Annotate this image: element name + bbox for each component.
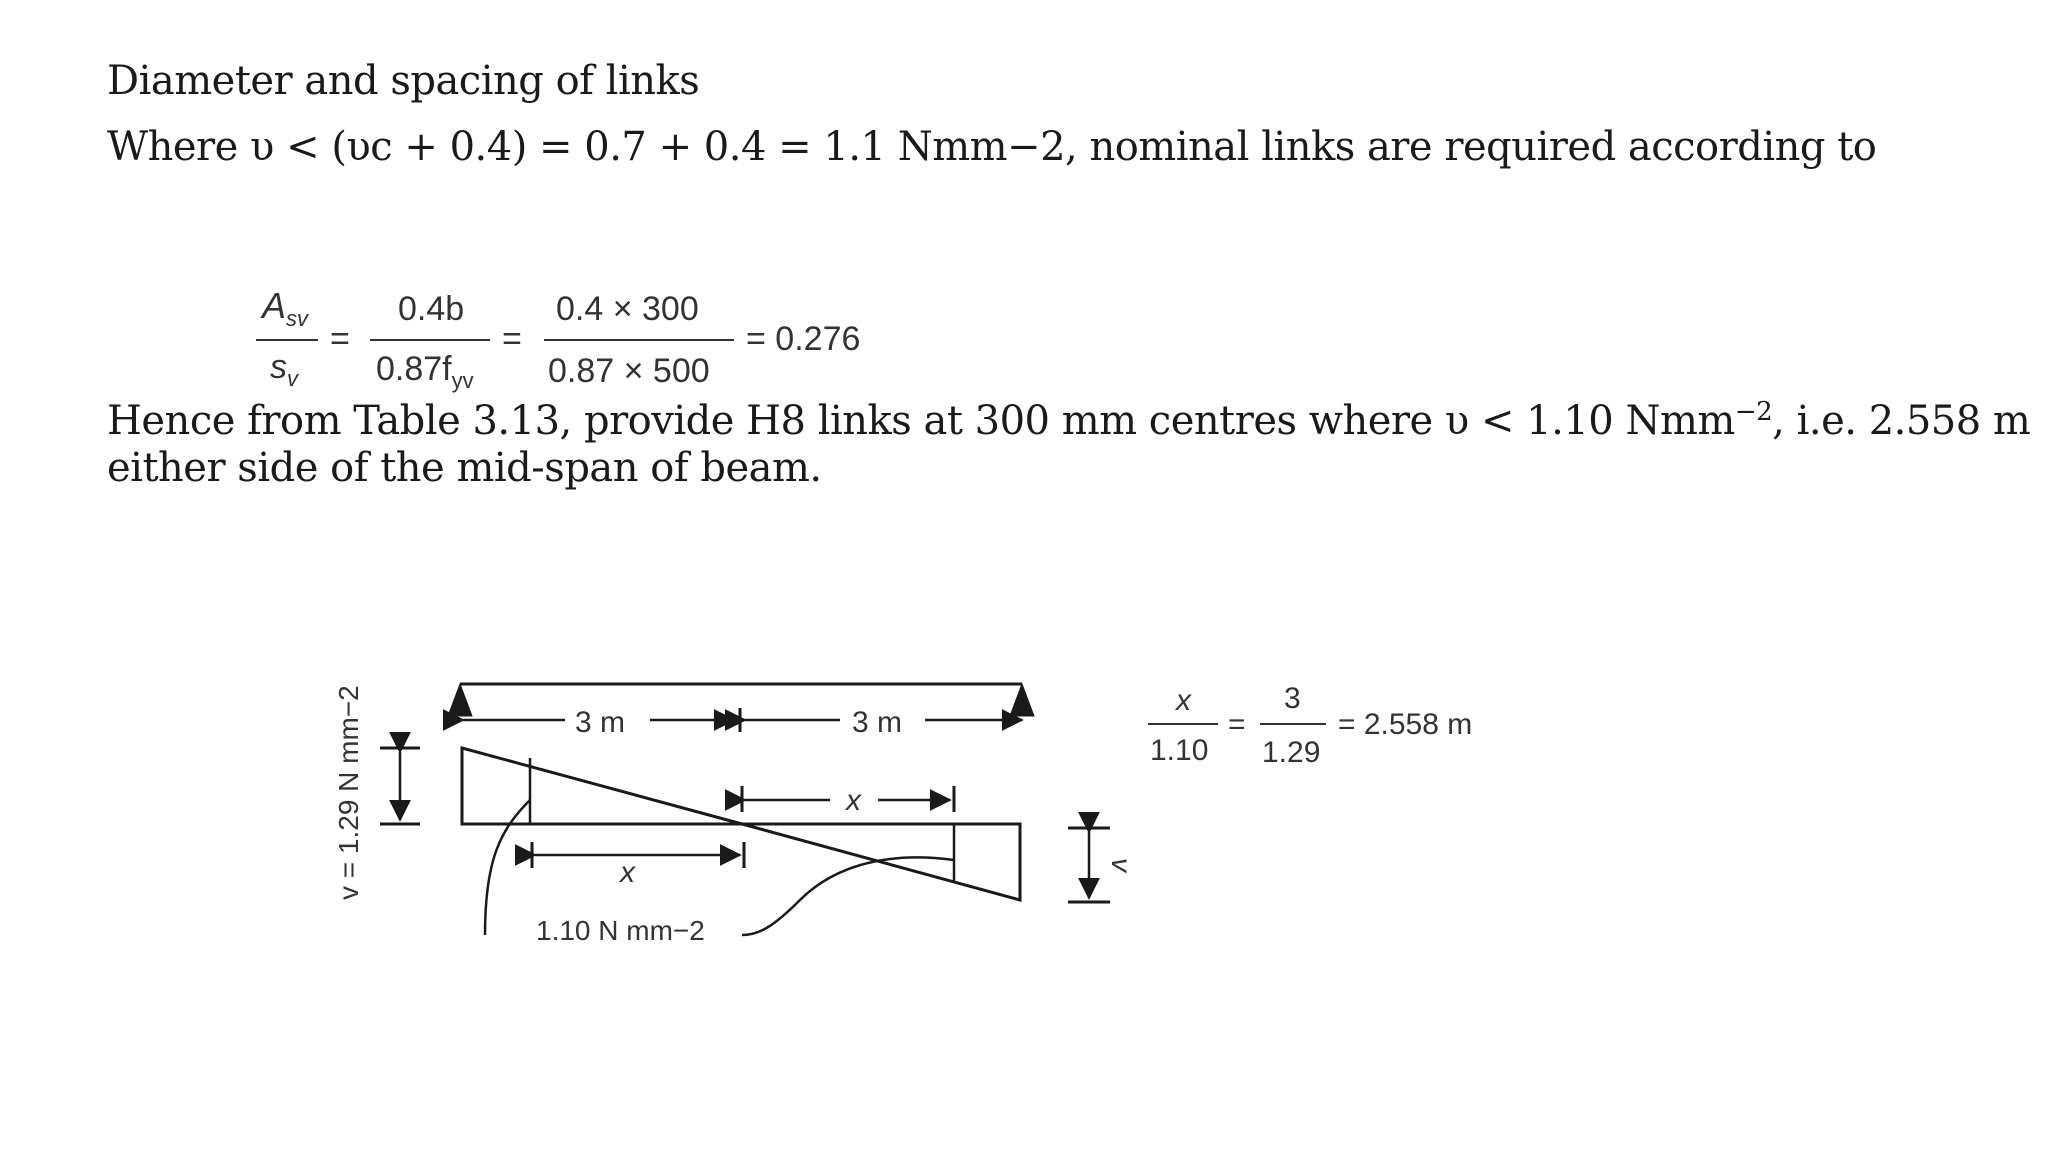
eq2-equals-1: = — [1228, 708, 1246, 741]
bottom-shear-label: 1.10 N mm−2 — [536, 915, 705, 946]
eq2-denominator-2: 1.29 — [1262, 736, 1321, 769]
shear-diagram — [380, 684, 1110, 935]
eq1-mid-denominator: $0.87f_{yv}$ — [376, 350, 474, 393]
x-lower-label: x — [620, 856, 635, 889]
eq1-lhs-denominator: $s_v$ — [270, 348, 298, 391]
left-shear-label: v = 1.29 N mm−2 — [333, 685, 364, 900]
paragraph-line1-superscript: −2 — [1734, 397, 1773, 427]
span-right-arrowhead — [1010, 684, 1034, 716]
span-right-label: 3 m — [852, 706, 903, 739]
eq1-equals-1: = — [330, 320, 350, 358]
leader-right-curve — [742, 857, 954, 935]
span-left-label: 3 m — [575, 706, 626, 739]
x-upper-label: x — [846, 784, 861, 817]
eq1-result: = 0.276 — [746, 320, 861, 358]
eq1-rhs-denominator: 0.87 × 500 — [548, 352, 710, 390]
leader-left-curve — [485, 800, 530, 935]
equation-distance — [1148, 682, 1472, 769]
eq2-result: = 2.558 m — [1338, 708, 1473, 741]
eq1-rhs-numerator: 0.4 × 300 — [556, 290, 699, 328]
eq1-lhs-numerator: $A_{sv}$ — [262, 285, 309, 331]
shear-triangle-right — [742, 824, 1020, 900]
span-left-arrowhead — [448, 684, 472, 716]
paragraph-line1-tail: , i.e. 2.558 m — [1772, 398, 2031, 444]
shear-triangle-left — [462, 748, 742, 824]
paragraph-line2-text: either side of the mid-span of beam. — [107, 445, 822, 491]
eq1-mid-numerator: 0.4b — [398, 290, 465, 328]
shear-diagram-labels — [333, 685, 1137, 946]
eq2-numerator-1: x — [1176, 684, 1191, 717]
eq1-equals-2: = — [502, 320, 522, 358]
equation-link-area — [256, 285, 860, 393]
paragraph-nominal-links: Where υ < (υc + 0.4) = 0.7 + 0.4 = 1.1 Nmm−2, nominal links are required according to — [107, 124, 1877, 170]
paragraph-link-provision — [107, 398, 2030, 492]
eq2-numerator-2: 3 — [1284, 682, 1301, 715]
right-shear-label: v — [1106, 858, 1137, 872]
paragraph-line1-text: Hence from Table 3.13, provide H8 links at 300 mm centres where υ < 1.10 Nmm — [107, 398, 1735, 444]
section-heading: Diameter and spacing of links — [107, 58, 700, 104]
eq2-denominator-1: 1.10 — [1150, 734, 1209, 767]
